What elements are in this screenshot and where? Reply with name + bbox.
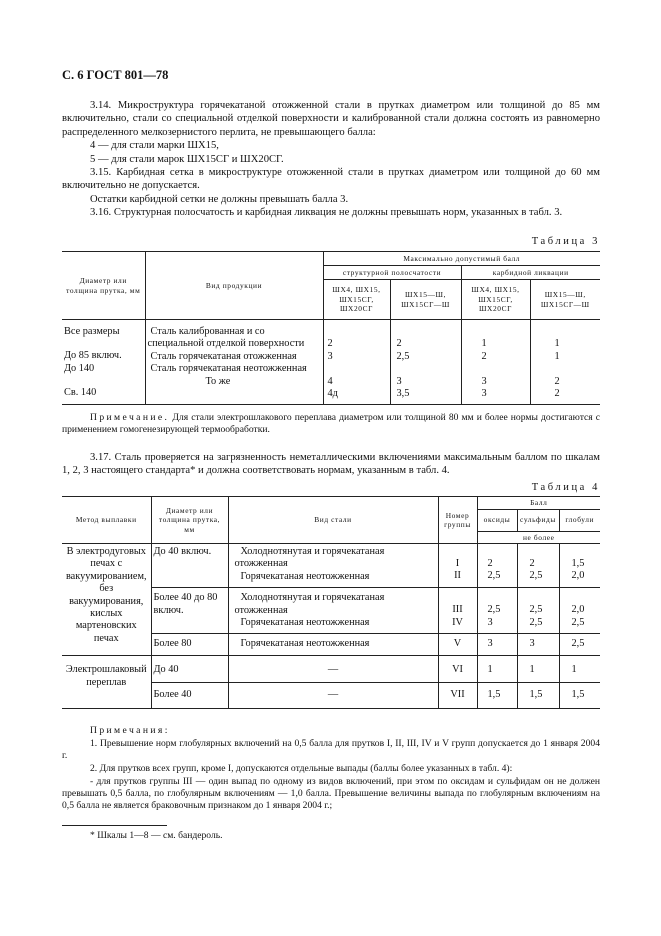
t4-header-steel: Вид стали bbox=[228, 497, 438, 544]
t4-r2-ox-2: 3 bbox=[487, 616, 493, 628]
paragraph-3-17: 3.17. Сталь проверяется на загрязненность неметаллическими включениями максимальным баллом по шкалам 1, 2, 3 настоящего стандарта* и должна соответствовать нормам, указанным в табл. 4. bbox=[62, 452, 600, 477]
t4-r3-gl: 2,5 bbox=[559, 634, 600, 656]
table-4-note-1: 1. Превышение норм глобулярных включений на 0,5 балла для прутков I, II, III, IV и V групп допускается до 1 января 2004 г. bbox=[62, 738, 600, 762]
t3-r4-diameter: Св. 140 bbox=[64, 387, 97, 399]
t3-header-max: Максимально допустимый балл bbox=[323, 252, 600, 266]
t4-r4-ox: 1 bbox=[477, 656, 517, 683]
t4-r2-group-2: IV bbox=[452, 616, 463, 628]
t4-header-sulfides: сульфиды bbox=[517, 509, 559, 531]
t4-r1-su-1: 2 bbox=[529, 558, 535, 569]
t3-r1-kind: Сталь калиброванная и со специальной отделкой поверхности bbox=[147, 326, 305, 350]
t4-header-nomore: не более bbox=[477, 531, 600, 544]
t4-r5-diameter: Более 40 bbox=[151, 683, 228, 709]
t4-r2-steel-2: Горячекатаная неотожженная bbox=[240, 617, 370, 629]
t4-r3-ox: 3 bbox=[477, 634, 517, 656]
paragraph-3-14-item-2: 5 — для стали марок ШХ15СГ и ШХ20СГ. bbox=[90, 154, 284, 165]
t4-r4-diameter: До 40 bbox=[151, 656, 228, 683]
table-3-note bbox=[62, 412, 600, 436]
table-4-note-3: - для прутков группы III — один выпад по одному из видов включений, при этом по оксидам и сульфидам он не должен превышать 0,5 балла, по глобулярным включениям — 1,0 балла. Превышение величины выпада по глобулярным включениям на 0,5 балла не является браковочным признаком до 1 января 2004 г.; bbox=[62, 776, 600, 812]
t4-r5-ox: 1,5 bbox=[477, 683, 517, 709]
t3-header-diameter: Диаметр или толщина прутка, мм bbox=[62, 252, 145, 320]
t3-r1-diameter: Все размеры bbox=[64, 326, 120, 337]
t4-r5-group: VII bbox=[438, 683, 477, 709]
t3-r1-v2: 2 bbox=[396, 338, 402, 350]
t3-r1-v4: 1 bbox=[554, 338, 560, 350]
t4-r1-diameter: До 40 включ. bbox=[151, 544, 228, 588]
t4-r1-gl-1: 1,5 bbox=[571, 558, 585, 569]
t4-r3-group: V bbox=[438, 634, 477, 656]
page-header: С. 6 ГОСТ 801—78 bbox=[62, 68, 169, 82]
t3-r4-v3: 3 bbox=[481, 387, 487, 399]
t3-r2-diameter: До 85 включ. bbox=[64, 350, 122, 362]
t3-r2-kind: Сталь горячекатаная отожженная bbox=[150, 350, 297, 362]
t4-r4-gl: 1 bbox=[559, 656, 600, 683]
t4-r1-gl-2: 2,0 bbox=[571, 570, 585, 582]
t4-header-ball: Балл bbox=[477, 497, 600, 510]
table-4 bbox=[62, 496, 600, 709]
t4-r4-su: 1 bbox=[517, 656, 559, 683]
t4-header-globules: глобули bbox=[559, 509, 600, 531]
footnote-divider bbox=[62, 825, 167, 826]
t4-r5-gl: 1,5 bbox=[559, 683, 600, 709]
t3-header-kind: Вид продукции bbox=[145, 252, 323, 320]
t3-r2-v1: 3 bbox=[327, 350, 333, 362]
table-4-caption: Таблица 4 bbox=[531, 482, 600, 493]
t3-r3-v3: 3 bbox=[481, 375, 487, 387]
table-3-caption: Таблица 3 bbox=[531, 236, 600, 247]
t4-r1-steel-2: Горячекатаная неотожженная bbox=[240, 570, 370, 582]
table-3-note-text: Для стали электрошлакового переплава диаметром или толщиной 80 мм и более нормы достигаются с применением гомогенезирующей термообработки. bbox=[62, 412, 600, 436]
t3-header-grade-2: ШХ15—Ш, ШХ15СГ—Ш bbox=[390, 280, 461, 320]
t3-r3-kind: Сталь горячекатаная неотожженная bbox=[150, 363, 307, 375]
t3-r3-diameter: До 140 bbox=[64, 362, 95, 374]
t4-r2-diameter: Более 40 до 80 включ. bbox=[151, 588, 228, 634]
t4-r2-steel-1: Холоднотянутая и горячекатаная отожженная bbox=[234, 592, 385, 616]
t4-r4-steel: — bbox=[228, 656, 438, 683]
t4-method-1: В электродуговых печах с вакуумированием, без вакуумирования, кислых мартеновских печах bbox=[62, 544, 151, 656]
t3-r3-v2: 3 bbox=[396, 375, 402, 387]
t4-r1-group-2: II bbox=[454, 570, 461, 582]
t3-r3-v4: 2 bbox=[554, 375, 560, 387]
t4-r5-steel: — bbox=[228, 683, 438, 709]
paragraph-3-14-item-1: 4 — для стали марки ШХ15, bbox=[90, 140, 219, 151]
t3-header-grade-1: ШХ4, ШХ15, ШХ15СГ, ШХ20СГ bbox=[323, 280, 390, 320]
t3-header-struct: структурной полосчатости bbox=[323, 266, 461, 280]
paragraph-3-15-b: Остатки карбидной сетки не должны превышать балла 3. bbox=[90, 194, 349, 205]
t3-r4-v1: 4д bbox=[327, 387, 338, 399]
t3-r1-v3: 1 bbox=[481, 338, 487, 350]
table-4-notes-label bbox=[62, 725, 600, 737]
t4-header-diameter: Диаметр или толщина прутка, мм bbox=[151, 497, 228, 544]
t3-r2-v3: 2 bbox=[481, 350, 487, 362]
footnote: * Шкалы 1—8 — см. бандероль. bbox=[90, 830, 223, 841]
table-3 bbox=[62, 251, 600, 405]
t4-r3-su: 3 bbox=[517, 634, 559, 656]
t4-r1-steel-1: Холоднотянутая и горячекатаная отожженная bbox=[234, 546, 385, 570]
table-4-note-2: 2. Для прутков всех групп, кроме I, допускаются отдельные выпады (баллы более указанных в табл. 4): bbox=[90, 763, 513, 774]
t4-r2-ox-1: 2,5 bbox=[487, 604, 501, 616]
paragraph-3-14: 3.14. Микроструктура горячекатаной отожженной стали в прутках диаметром или толщиной до 85 мм включительно, стали со специальной отделкой поверхности и калиброванной стали должна состоять из равномерно распределенного мелкозернистого перлита, не превышающего балла: bbox=[62, 100, 600, 138]
t4-method-2: Электрошлаковый переплав bbox=[62, 656, 151, 709]
t3-header-grade-4: ШХ15—Ш, ШХ15СГ—Ш bbox=[530, 280, 600, 320]
notes-label-text: Примечания: bbox=[90, 725, 170, 736]
t3-header-grade-3: ШХ4, ШХ15, ШХ15СГ, ШХ20СГ bbox=[461, 280, 530, 320]
t4-header-group: Номер группы bbox=[438, 497, 477, 544]
paragraph-3-15: 3.15. Карбидная сетка в микроструктуре отожженной стали в прутках диаметром или толщиной до 60 мм включительно не допускается. bbox=[62, 167, 600, 192]
t4-r5-su: 1,5 bbox=[517, 683, 559, 709]
t4-header-oxides: оксиды bbox=[477, 509, 517, 531]
t4-r3-diameter: Более 80 bbox=[151, 634, 228, 656]
t4-header-method: Метод выплавки bbox=[62, 497, 151, 544]
t4-r2-su-1: 2,5 bbox=[529, 604, 543, 616]
t4-r4-group: VI bbox=[438, 656, 477, 683]
t3-r1-v1: 2 bbox=[327, 338, 333, 350]
t4-r1-su-2: 2,5 bbox=[529, 570, 543, 582]
t3-r2-v2: 2,5 bbox=[396, 350, 410, 362]
t4-r3-steel: Горячекатаная неотожженная bbox=[228, 634, 438, 656]
t4-r2-gl-1: 2,0 bbox=[571, 604, 585, 616]
t3-r4-v4: 2 bbox=[554, 387, 560, 399]
t4-r1-ox-2: 2,5 bbox=[487, 570, 501, 582]
t4-r2-su-2: 2,5 bbox=[529, 616, 543, 628]
t3-r4-v2: 3,5 bbox=[396, 387, 410, 399]
paragraph-3-16: 3.16. Структурная полосчатость и карбидная ликвация не должны превышать норм, указанных в табл. 3. bbox=[90, 207, 563, 218]
t4-r2-gl-2: 2,5 bbox=[571, 616, 585, 628]
t3-r3-v1: 4 bbox=[327, 375, 333, 387]
t3-header-carb: карбидной ликвации bbox=[461, 266, 600, 280]
t4-r1-ox-1: 2 bbox=[487, 558, 493, 569]
t4-r1-group-1: I bbox=[455, 558, 460, 569]
table-3-note-label: Примечание. bbox=[90, 412, 170, 423]
t3-r2-v4: 1 bbox=[554, 350, 560, 362]
t4-r2-group-1: III bbox=[452, 604, 463, 616]
t3-r4-kind: То же bbox=[205, 375, 231, 387]
